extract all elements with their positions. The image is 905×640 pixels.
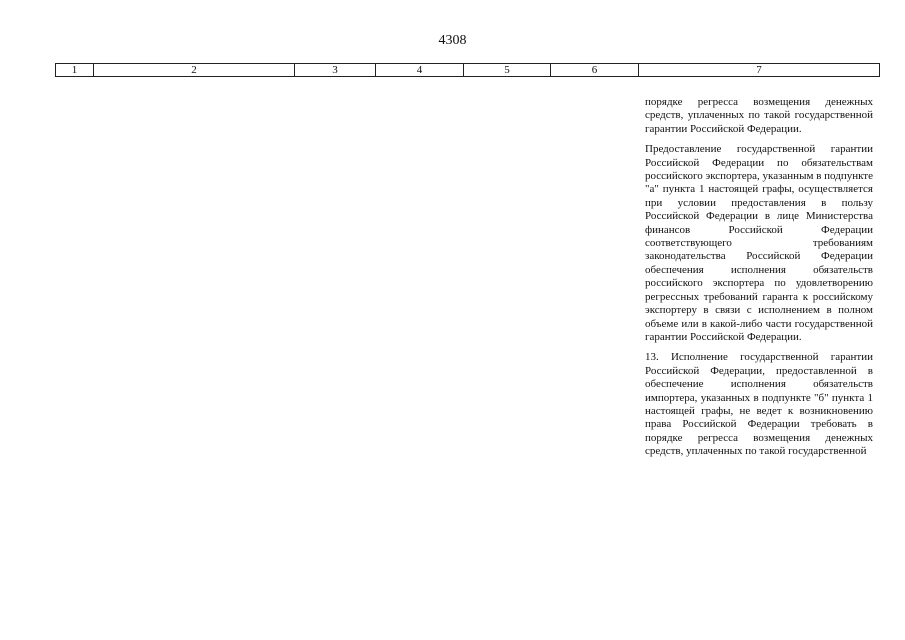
column-7-text [645,96,873,466]
column-number-3: 3 [295,64,376,77]
column-number-6: 6 [551,64,639,77]
column-number-5: 5 [464,64,551,77]
column-number-4: 4 [376,64,464,77]
column-number-7: 7 [639,64,880,77]
page-number: 4308 [438,33,467,48]
paragraph-item-13: 13. Исполнение государственной гарантии Российской Федерации, предоставленной в обеспечение исполнения обязательств импортера, указанных в подпункте "б" пункта 1 настоящей графы, не ведет к возникновению права Российской Федерации требовать в порядке регресса возмещения денежных средств, уплаченных по такой государственной [645,351,873,458]
header-row [56,64,880,77]
column-number-header [55,63,880,77]
column-number-2: 2 [94,64,295,77]
paragraph-continuation: порядке регресса возмещения денежных средств, уплаченных по такой государственной гарантии Российской Федерации. [645,96,873,135]
paragraph-guarantee-condition: Предоставление государственной гарантии Российской Федерации по обязательствам российского экспортера, указанным в подпункте "а" пункта 1 настоящей графы, осуществляется при условии предоставления в пользу Российской Федерации в лице Министерства финансов Российской Федерации соответствующего требованиям законодательства Российской Федерации обеспечения исполнения обязательств российского экспортера по удовлетворению регрессных требований гаранта к российскому экспортеру в связи с исполнением в полном объеме или в какой-либо части государственной гарантии Российской Федерации. [645,143,873,343]
column-number-1: 1 [56,64,94,77]
